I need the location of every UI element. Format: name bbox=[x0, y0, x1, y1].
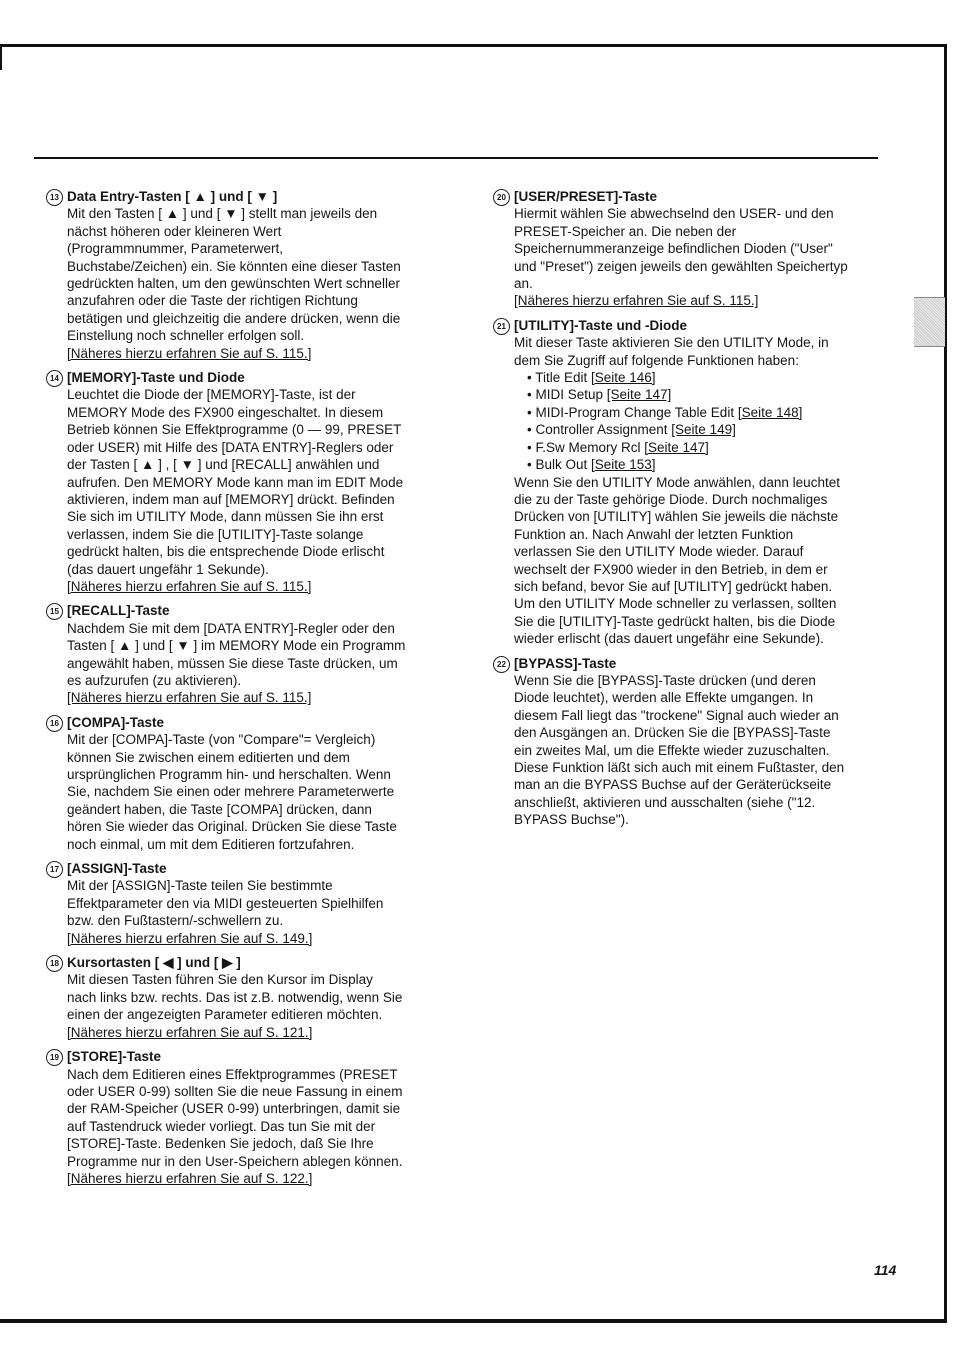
thumb-index-tab bbox=[914, 297, 945, 347]
page-reference-link[interactable]: [Seite 148] bbox=[737, 404, 803, 420]
page-reference-link[interactable]: [Näheres hierzu erfahren Sie auf S. 121.] bbox=[67, 1024, 313, 1040]
section-heading: [USER/PRESET]-Taste bbox=[514, 189, 658, 204]
circled-number: 17 bbox=[46, 861, 63, 878]
circled-number: 19 bbox=[46, 1049, 63, 1066]
circled-number: 15 bbox=[46, 603, 63, 620]
page-reference-link[interactable]: [Näheres hierzu erfahren Sie auf S. 115.] bbox=[514, 293, 759, 309]
section-body: Nach dem Editieren eines Effektprogrammes (PRESET oder USER 0-99) sollten Sie die neue Fassung in einem der RAM-Speicher (USER 0-99) unterbringen, damit sie auf Tastendruck wieder vorliegt. Das tun Sie mit der [STORE]-Taste. Bedenken Sie jedoch, daß Sie Ihre Programme nur in den User-Speichern ablegen können. bbox=[67, 1066, 403, 1169]
page-number: 114 bbox=[874, 1262, 897, 1278]
page-reference-link[interactable]: [Seite 146] bbox=[591, 370, 656, 386]
section-body: Leuchtet die Diode der [MEMORY]-Taste, ist der MEMORY Mode des FX900 eingeschaltet. In diesem Betrieb können Sie Effektprogramme (0 — 99, PRESET oder USER) mit Hilfe des [DATA ENTRY]-Reglers oder der Tasten [ ▲ ] , [ ▼ ] und [RECALL] anwählen und aufrufen. Den MEMORY Mode kann man im EDIT Mode aktivieren, indem man auf [MEMORY] drückt. Befinden Sie sich im UTILITY Mode, dann müssen Sie ihn erst verlassen, indem Sie die [UTILITY]-Taste solange gedrückt halten, bis die entsprechende Diode erlischt (das dauert ungefähr 1 Sekunde). bbox=[67, 387, 404, 577]
section-heading: [RECALL]-Taste bbox=[67, 603, 170, 619]
section-heading: [MEMORY]-Taste und Diode bbox=[67, 370, 245, 386]
circled-number: 21 bbox=[493, 318, 510, 335]
circled-number: 16 bbox=[46, 715, 63, 732]
section-body: Mit der [COMPA]-Taste (von "Compare"= Vergleich) können Sie zwischen einem editierten und dem ursprünglichen Programm hin- und herschalten. Wenn Sie, nachdem Sie einen oder mehrere Parameterwerte geändert haben, die Taste [COMPA] drücken, dann hören Sie wieder das Original. Drücken Sie diese Taste noch einmal, um mit dem Editieren fortzufahren. bbox=[67, 732, 397, 852]
section-18 bbox=[46, 954, 446, 1041]
list-item bbox=[527, 439, 893, 456]
section-body: Mit den Tasten [ ▲ ] und [ ▼ ] stellt man jeweils den nächst höheren oder kleineren Wert (Programmnummer, Parameterwert, Buchstabe/Zeichen) ein. Sie könnten eine dieser Tasten gedrückten halten, um den gewünschten Wert schneller anzufahren oder die Taste der richtigen Richtung betätigen und gleichzeitig die andere drücken, wenn die Einstellung noch schneller erfolgen soll. bbox=[67, 206, 401, 344]
section-heading: Data Entry-Tasten [ ▲ ] und [ ▼ ] bbox=[67, 189, 278, 204]
circled-number: 18 bbox=[46, 955, 63, 972]
page-reference-link[interactable]: [Seite 147] bbox=[606, 387, 672, 403]
page-reference-link[interactable]: [Näheres hierzu erfahren Sie auf S. 115.] bbox=[67, 690, 312, 706]
circled-number: 14 bbox=[46, 370, 63, 387]
page-frame-top bbox=[0, 44, 947, 47]
header-rule bbox=[34, 157, 878, 159]
list-item bbox=[527, 456, 893, 473]
section-heading: [ASSIGN]-Taste bbox=[67, 861, 167, 877]
right-column bbox=[493, 188, 893, 836]
section-heading: [BYPASS]-Taste bbox=[514, 655, 617, 671]
utility-function-list bbox=[514, 369, 893, 473]
section-body: Mit diesen Tasten führen Sie den Kursor im Display nach links bzw. rechts. Das ist z.B. notwendig, wenn Sie einen der angezeigten Parameter editieren möchten. bbox=[67, 972, 403, 1023]
circled-number: 22 bbox=[493, 656, 510, 673]
page-frame-left-tick bbox=[0, 44, 2, 70]
circled-number: 13 bbox=[46, 189, 63, 206]
section-22 bbox=[493, 655, 893, 829]
list-item-label: • Bulk Out bbox=[527, 457, 591, 473]
list-item bbox=[527, 369, 893, 386]
page-reference-link[interactable]: [Näheres hierzu erfahren Sie auf S. 115.] bbox=[67, 345, 312, 361]
page-reference-link[interactable]: [Näheres hierzu erfahren Sie auf S. 115.] bbox=[67, 578, 312, 594]
section-heading: [COMPA]-Taste bbox=[67, 714, 164, 730]
section-body: Hiermit wählen Sie abwechselnd den USER- und den PRESET-Speicher an. Die neben der Speichernummeranzeige befindlichen Dioden ("User" und "Preset") zeigen jeweils den gewählten Speichertyp an. bbox=[514, 206, 848, 292]
section-17 bbox=[46, 860, 446, 947]
page-reference-link[interactable]: [Näheres hierzu erfahren Sie auf S. 122.] bbox=[67, 1170, 313, 1186]
section-body: Mit dieser Taste aktivieren Sie den UTILITY Mode, in dem Sie Zugriff auf folgende Funktionen haben: bbox=[514, 335, 829, 368]
list-item-label: • MIDI-Program Change Table Edit bbox=[527, 404, 738, 420]
page-reference-link[interactable]: [Seite 149] bbox=[671, 422, 736, 438]
list-item-label: • F.Sw Memory Rcl bbox=[527, 439, 645, 455]
page-reference-link[interactable]: [Seite 147] bbox=[644, 439, 709, 455]
section-21 bbox=[493, 317, 893, 648]
list-item-label: • Controller Assignment bbox=[527, 422, 672, 438]
left-column bbox=[46, 188, 446, 1194]
list-item bbox=[527, 421, 893, 438]
section-15 bbox=[46, 602, 446, 706]
section-19 bbox=[46, 1048, 446, 1187]
page-reference-link[interactable]: [Näheres hierzu erfahren Sie auf S. 149.] bbox=[67, 930, 313, 946]
section-body: Nachdem Sie mit dem [DATA ENTRY]-Regler oder den Tasten [ ▲ ] und [ ▼ ] im MEMORY Mode ein Programm angewählt haben, müssen Sie diese Taste drücken, um es aufzurufen (zu aktivieren). bbox=[67, 620, 406, 688]
circled-number: 20 bbox=[493, 189, 510, 206]
section-14 bbox=[46, 369, 446, 595]
section-body: Wenn Sie die [BYPASS]-Taste drücken (und deren Diode leuchtet), werden alle Effekte umgangen. In diesem Fall liegt das "trockene" Signal auch wieder an den Ausgängen an. Drücken Sie die [BYPASS]-Taste ein zweites Mal, um die Effekte wieder zuzuschalten. Diese Funktion läßt sich auch mit einem Fußtaster, den man an die BYPASS Buchse auf der Geräterückseite anschließt, aktivieren und ausschalten (siehe ("12. BYPASS Buchse"). bbox=[514, 672, 845, 828]
section-heading: Kursortasten [ ◀ ] und [ ▶ ] bbox=[67, 955, 241, 971]
footer-rule bbox=[0, 1319, 947, 1323]
section-16 bbox=[46, 714, 446, 853]
list-item bbox=[527, 386, 893, 403]
list-item bbox=[527, 404, 893, 421]
section-body: Mit der [ASSIGN]-Taste teilen Sie bestimmte Effektparameter den via MIDI gesteuerten Spielhilfen bzw. den Fußtastern/-schwellern zu. bbox=[67, 878, 384, 929]
page-reference-link[interactable]: [Seite 153] bbox=[591, 457, 656, 473]
section-13 bbox=[46, 188, 446, 362]
section-heading: [UTILITY]-Taste und -Diode bbox=[514, 317, 687, 333]
list-item-label: • Title Edit bbox=[527, 370, 591, 386]
list-item-label: • MIDI Setup bbox=[527, 387, 607, 403]
section-heading: [STORE]-Taste bbox=[67, 1049, 162, 1065]
page-frame-right bbox=[944, 44, 947, 1322]
section-20 bbox=[493, 188, 893, 310]
section-body-continued: Wenn Sie den UTILITY Mode anwählen, dann leuchtet die zu der Taste gehörige Diode. Durch nochmaliges Drücken von [UTILITY] wählen Sie jeweils die nächste Funktion an. Nach Anwahl der letzten Funktion verlassen Sie den UTILITY Mode wieder. Darauf wechselt der FX900 wieder in den Betrieb, in dem er sich befand, bevor Sie auf [UTILITY] gedrückt haben. Um den UTILITY Mode schneller zu verlassen, sollten Sie die [UTILITY]-Taste gedrückt halten, bis die Diode wieder erlischt (das dauert ungefähr eine Sekunde). bbox=[514, 474, 840, 647]
